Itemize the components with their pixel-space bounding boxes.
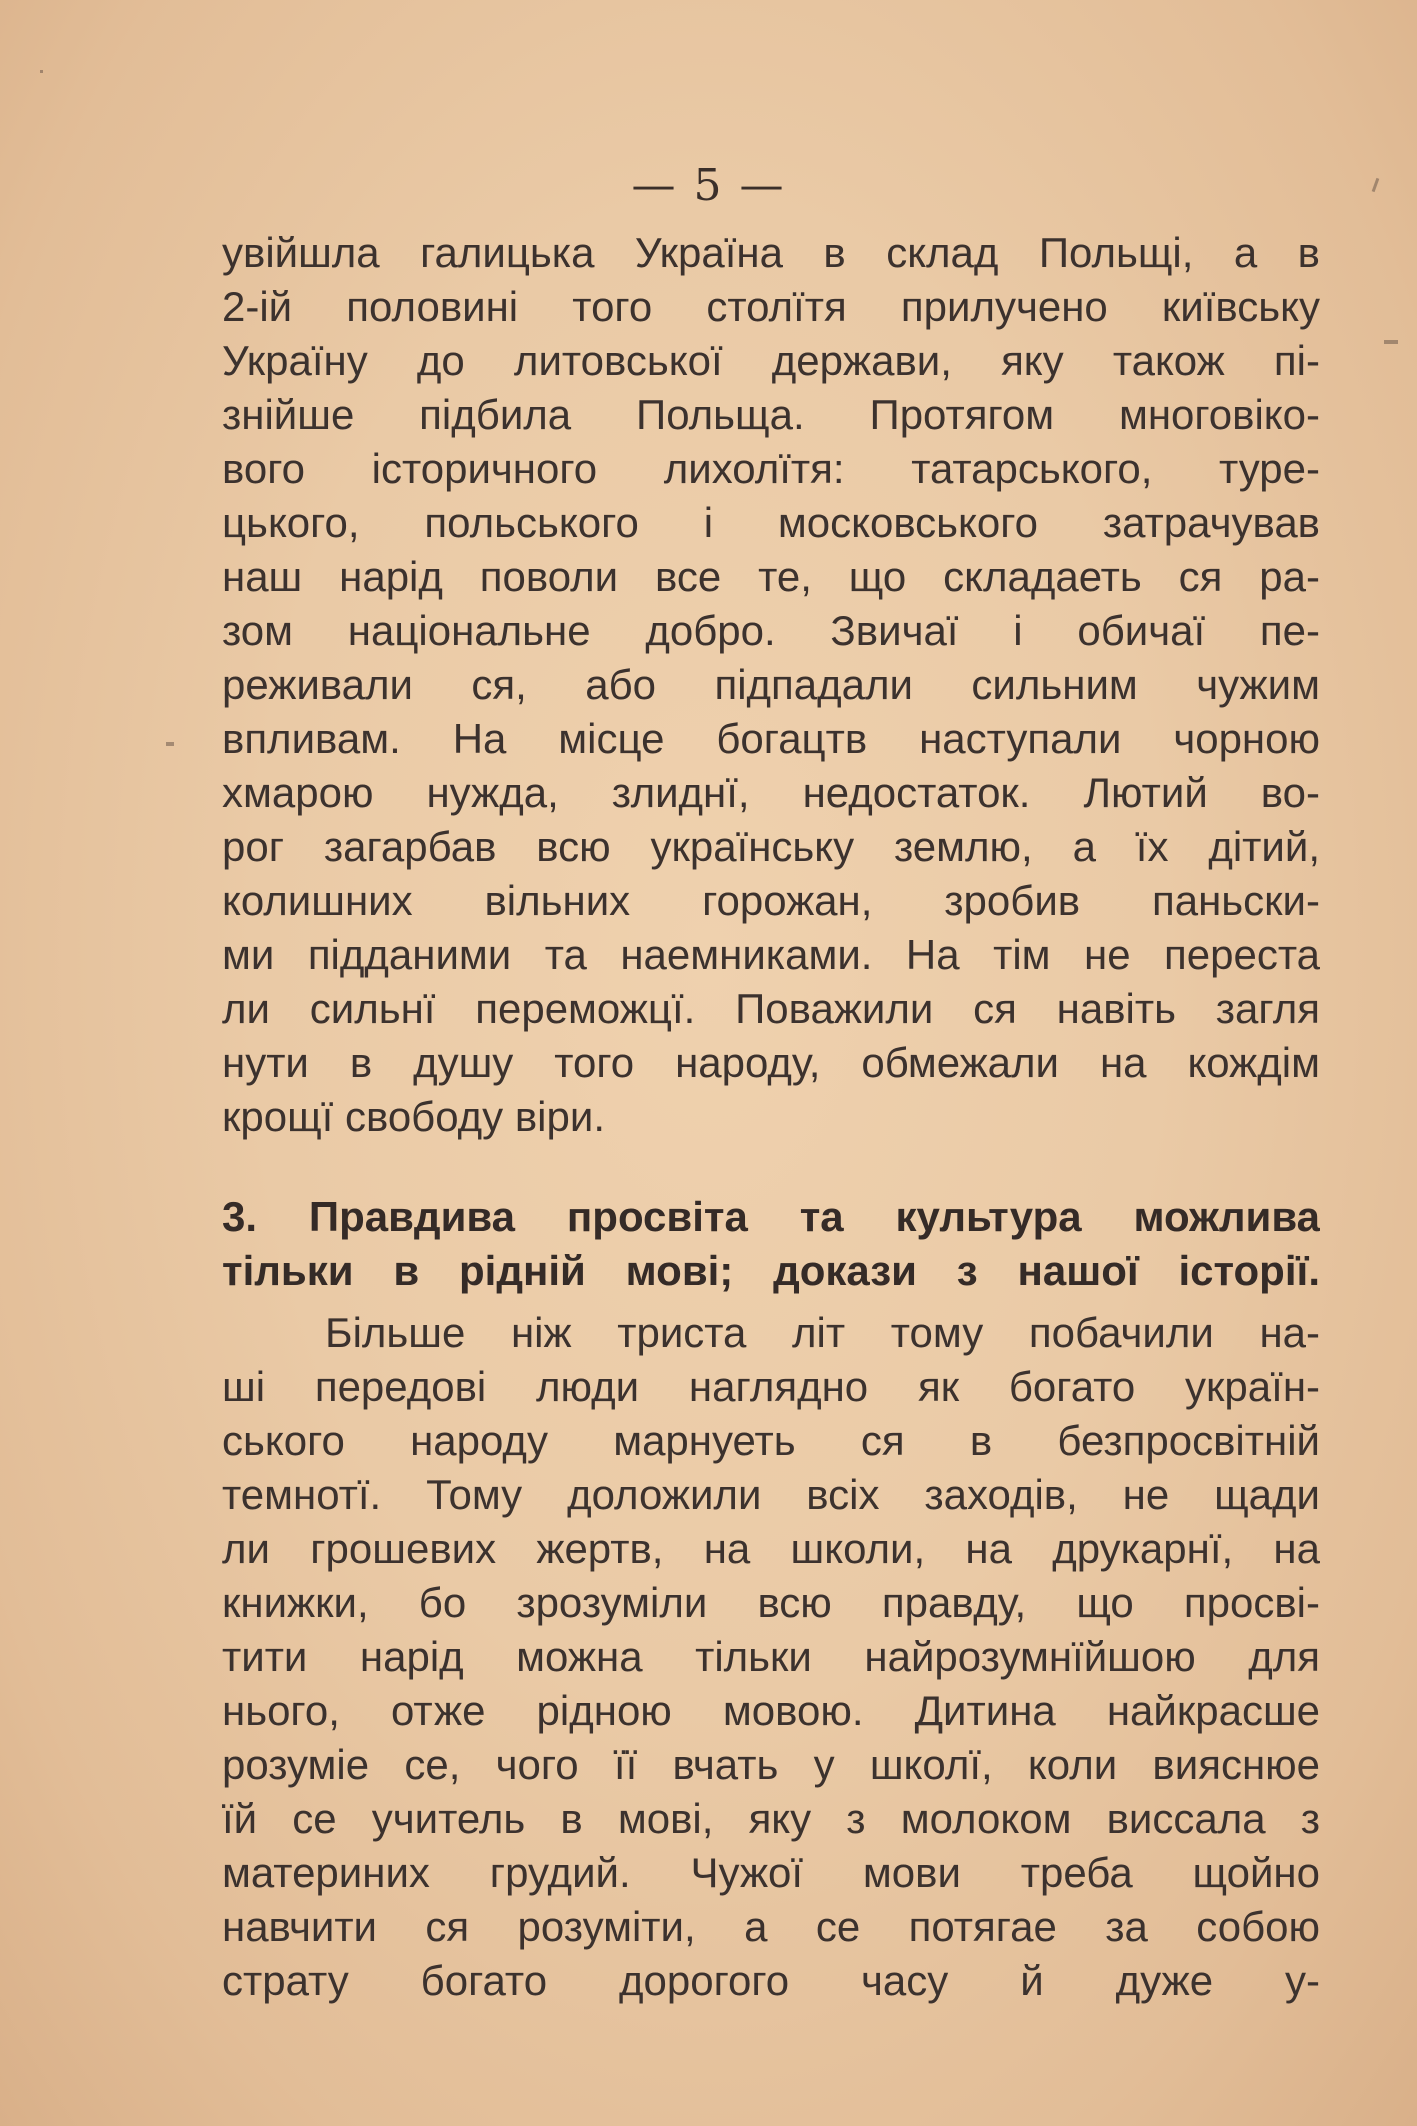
section-heading: [222, 1190, 1320, 1298]
text-line: ського народу марнуеть ся в безпросвітній: [222, 1417, 1320, 1464]
page-number: — 5 —: [631, 160, 786, 211]
text-line: цького, польського і московського затрачував: [222, 499, 1320, 546]
text-line: реживали ся, або підпадали сильним чужим: [222, 661, 1320, 708]
paper-speck: [40, 70, 43, 73]
text-line: ли сильнї переможцї. Поважили ся навіть загля: [222, 985, 1320, 1032]
text-line: вого історичного лихолїтя: татарського, туре-: [222, 445, 1320, 492]
text-line: колишних вільних горожан, зробив паньски-: [222, 877, 1320, 924]
text-line: темнотї. Тому доложили всіх заходів, не щади: [222, 1471, 1320, 1518]
text-line: розуміе се, чого її вчать у школї, коли вияснюе: [222, 1741, 1320, 1788]
text-line: зом національне добро. Звичаї і обичаї пе-: [222, 607, 1320, 654]
text-line: Україну до литовської держави, яку також пі-: [222, 337, 1320, 384]
text-line: нього, отже рідною мовою. Дитина найкрасше: [222, 1687, 1320, 1734]
text-line: материних грудий. Чужої мови треба щойно: [222, 1849, 1320, 1896]
text-line: страту богато дорогого часу й дуже у-: [222, 1957, 1320, 2004]
heading-line: 3. Правдива просвіта та культура можлива: [222, 1193, 1320, 1240]
text-line: впливам. На місце богацтв наступали чорною: [222, 715, 1320, 762]
text-line: ші передові люди наглядно як богато україн-: [222, 1363, 1320, 1410]
paper-speck: [1384, 340, 1398, 344]
text-line: знійше підбила Польща. Протягом многовіко-: [222, 391, 1320, 438]
text-line: хмарою нужда, злиднї, недостаток. Лютий во-: [222, 769, 1320, 816]
paragraph: [222, 1306, 1320, 2008]
text-line: крощї свободу віри.: [222, 1093, 605, 1140]
text-line: 2-ій половині того столїтя прилучено київську: [222, 283, 1320, 330]
text-line: ми підданими та наемниками. На тім не переста: [222, 931, 1320, 978]
text-line: їй се учитель в мові, яку з молоком виссала з: [222, 1795, 1320, 1842]
text-line: Більше ніж триста літ тому побачили на-: [325, 1309, 1320, 1356]
text-line: нути в душу того народу, обмежали на кождім: [222, 1039, 1320, 1086]
paragraph-continued: [222, 226, 1320, 1144]
paper-speck: [166, 742, 174, 746]
text-line: рог загарбав всю українську землю, а їх дітий,: [222, 823, 1320, 870]
text-line: увійшла галицька Україна в склад Польщі, а в: [222, 229, 1320, 276]
text-line: тити нарід можна тільки найрозумнїйшою для: [222, 1633, 1320, 1680]
text-line: навчити ся розуміти, а се потягае за собою: [222, 1903, 1320, 1950]
heading-line: тільки в рідній мові; докази з нашої історії.: [222, 1247, 1320, 1294]
text-line: наш нарід поволи все те, що складаеть ся ра-: [222, 553, 1320, 600]
text-line: ли грошевих жертв, на школи, на друкарнї, на: [222, 1525, 1320, 1572]
text-line: книжки, бо зрозуміли всю правду, що просві-: [222, 1579, 1320, 1626]
